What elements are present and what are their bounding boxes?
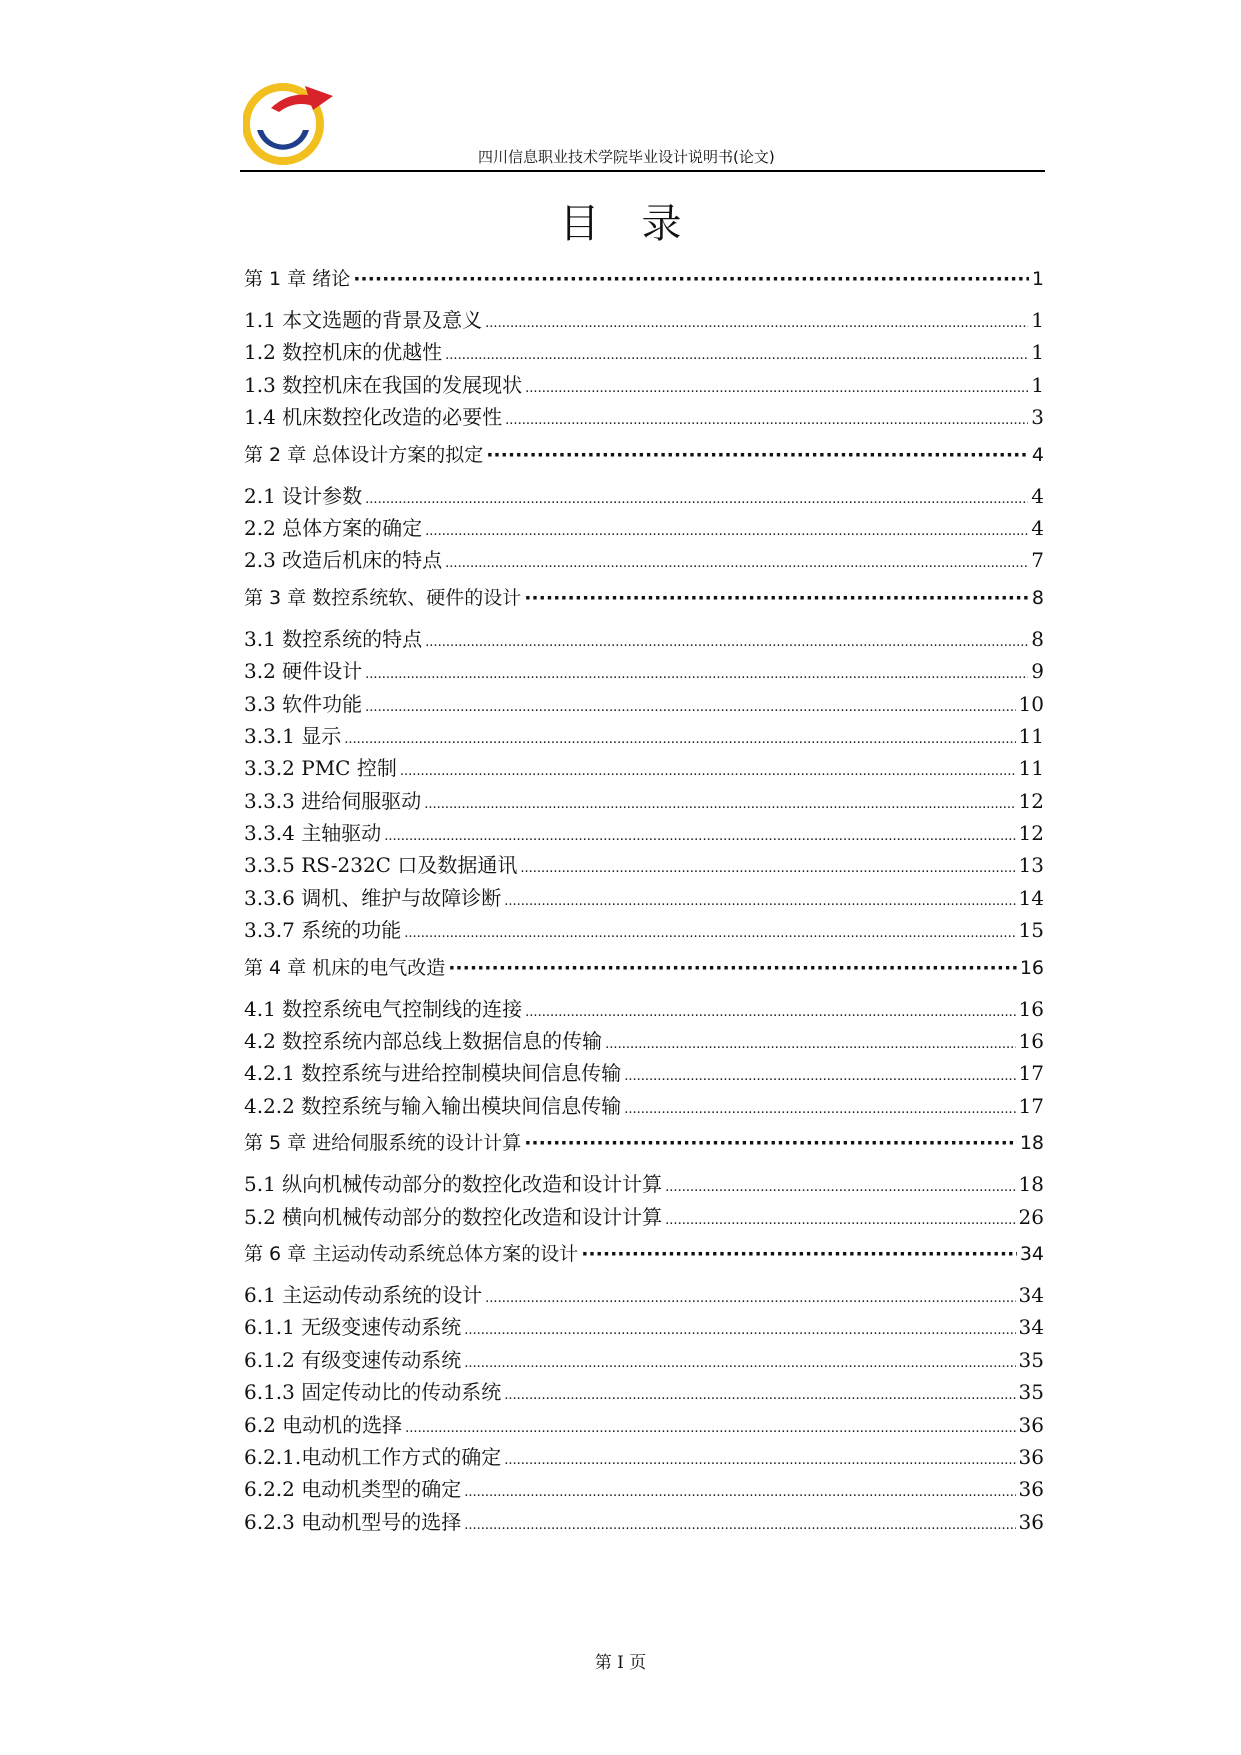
dot-leader (365, 700, 1015, 715)
toc-entry-page: 8 (1031, 626, 1044, 651)
dot-leader (486, 444, 1029, 466)
dot-leader (445, 556, 1028, 571)
toc-entry-page: 1 (1031, 308, 1044, 332)
toc-section-entry[interactable] (244, 849, 1044, 881)
toc-entry-page: 35 (1018, 1380, 1044, 1405)
toc-section-entry[interactable] (244, 1409, 1044, 1441)
toc-entry-label: 6.2.1.电动机工作方式的确定 (244, 1444, 502, 1469)
logo-year: ·1976· (273, 137, 293, 144)
toc-entry-label: 1.1 本文选题的背景及意义 (244, 308, 483, 332)
toc-entry-page: 1 (1031, 340, 1044, 365)
toc-entry-label: 第 5 章 进给伺服系统的设计计算 (244, 1132, 522, 1155)
toc-entry-label: 6.1 主运动传动系统的设计 (244, 1282, 483, 1307)
toc-entry-label: 3.3.3 进给伺服驱动 (244, 788, 422, 813)
toc-entry-page: 16 (1019, 956, 1044, 979)
toc-entry-label: 2.3 改造后机床的特点 (244, 548, 443, 573)
toc-section-entry[interactable] (244, 993, 1044, 1025)
toc-section-entry[interactable] (244, 1090, 1044, 1122)
toc-section-entry[interactable] (244, 401, 1044, 433)
dot-leader (504, 1388, 1015, 1403)
toc-section-entry[interactable] (244, 1506, 1044, 1538)
toc-section-entry[interactable] (244, 544, 1044, 576)
dot-leader (405, 1421, 1015, 1436)
toc-section-entry[interactable] (244, 1057, 1044, 1089)
dot-leader (464, 1323, 1015, 1338)
toc-section-entry[interactable] (244, 512, 1044, 544)
dot-leader (445, 348, 1028, 363)
toc-entry-page: 16 (1018, 1029, 1044, 1054)
toc-entry-page: 36 (1018, 1477, 1044, 1502)
toc-section-entry[interactable] (244, 1201, 1044, 1233)
toc-entry-page: 4 (1031, 443, 1044, 466)
toc-entry-page: 3 (1031, 405, 1044, 430)
toc-entry-label: 2.1 设计参数 (244, 483, 363, 508)
toc-entry-page: 34 (1018, 1282, 1044, 1307)
toc-chapter-entry[interactable] (244, 583, 1044, 615)
toc-entry-label: 第 3 章 数控系统软、硬件的设计 (244, 586, 522, 609)
toc-entry-label: 3.3.1 显示 (244, 723, 342, 748)
dot-leader (525, 1005, 1015, 1020)
toc-entry-page: 36 (1018, 1509, 1044, 1534)
dot-leader (605, 1037, 1015, 1052)
toc-entry-label: 1.3 数控机床在我国的发展现状 (244, 372, 523, 397)
toc-entry-page: 18 (1019, 1132, 1044, 1155)
toc-entry-label: 3.3.5 RS-232C 口及数据通讯 (244, 853, 518, 878)
toc-section-entry[interactable] (244, 1441, 1044, 1473)
toc-entry-page: 7 (1031, 548, 1044, 573)
toc-entry-label: 4.2.1 数控系统与进给控制模块间信息传输 (244, 1061, 622, 1086)
toc-entry-page: 36 (1018, 1412, 1044, 1437)
toc-entry-page: 14 (1018, 885, 1044, 910)
toc-entry-label: 3.3.7 系统的功能 (244, 918, 402, 943)
toc-entry-page: 17 (1018, 1093, 1044, 1118)
toc-section-entry[interactable] (244, 1376, 1044, 1408)
dot-leader (665, 1213, 1015, 1228)
dot-leader (464, 1518, 1015, 1533)
toc-section-entry[interactable] (244, 1279, 1044, 1311)
toc-chapter-entry[interactable] (244, 440, 1044, 472)
toc-entry-label: 3.3.6 调机、维护与故障诊断 (244, 885, 502, 910)
toc-entry-label: 6.2.3 电动机型号的选择 (244, 1509, 462, 1534)
toc-section-entry[interactable] (244, 369, 1044, 401)
toc-chapter-entry[interactable] (244, 1128, 1044, 1160)
dot-leader (424, 797, 1015, 812)
toc-section-entry[interactable] (244, 1168, 1044, 1200)
dot-leader (525, 381, 1028, 396)
toc-entry-label: 第 2 章 总体设计方案的拟定 (244, 443, 484, 466)
toc-entry-label: 4.2 数控系统内部总线上数据信息的传输 (244, 1029, 603, 1054)
toc-entry-label: 6.2 电动机的选择 (244, 1412, 403, 1437)
toc-section-entry[interactable] (244, 1025, 1044, 1057)
dot-leader (365, 492, 1028, 507)
toc-section-entry[interactable] (244, 655, 1044, 687)
college-logo (243, 78, 343, 168)
toc-section-entry[interactable] (244, 1473, 1044, 1505)
toc-entry-label: 3.3 软件功能 (244, 691, 363, 716)
toc-section-entry[interactable] (244, 914, 1044, 946)
toc-entry-page: 12 (1018, 821, 1044, 846)
header-title: 四川信息职业技术学院毕业设计说明书(论文) (478, 148, 775, 166)
dot-leader (448, 957, 1017, 979)
dot-leader (384, 829, 1015, 844)
toc-entry-page: 12 (1018, 788, 1044, 813)
dot-leader (504, 1453, 1015, 1468)
toc-entry-page: 13 (1018, 853, 1044, 878)
dot-leader (504, 894, 1015, 909)
dot-leader (581, 1243, 1017, 1265)
toc-entry-page: 34 (1019, 1242, 1044, 1265)
toc-entry-page: 35 (1018, 1347, 1044, 1372)
dot-leader (524, 1132, 1017, 1154)
dot-leader (344, 732, 1015, 747)
toc-entry-label: 6.1.1 无级变速传动系统 (244, 1315, 462, 1340)
toc-entry-label: 3.3.4 主轴驱动 (244, 821, 382, 846)
toc-entry-page: 1 (1031, 372, 1044, 397)
dot-leader (485, 1291, 1015, 1306)
toc-entry-label: 6.2.2 电动机类型的确定 (244, 1477, 462, 1502)
toc-entry-page: 4 (1031, 515, 1044, 540)
dot-leader (464, 1485, 1015, 1500)
toc-chapter-entry[interactable] (244, 953, 1044, 985)
dot-leader (524, 587, 1029, 609)
toc-entry-page: 17 (1018, 1061, 1044, 1086)
toc-entry-page: 16 (1018, 996, 1044, 1021)
toc-entry-label: 2.2 总体方案的确定 (244, 515, 423, 540)
toc-entry-page: 11 (1018, 756, 1044, 781)
toc-section-entry[interactable] (244, 752, 1044, 784)
toc-section-entry[interactable] (244, 720, 1044, 752)
toc-entry-label: 1.4 机床数控化改造的必要性 (244, 405, 503, 430)
toc-section-entry[interactable] (244, 882, 1044, 914)
toc-chapter-entry[interactable] (244, 264, 1044, 296)
toc-entry-page: 18 (1018, 1172, 1044, 1197)
toc-entry-label: 5.1 纵向机械传动部分的数控化改造和设计计算 (244, 1172, 663, 1197)
dot-leader (425, 635, 1028, 650)
toc-section-entry[interactable] (244, 480, 1044, 512)
toc-section-entry[interactable] (244, 623, 1044, 655)
dot-leader (624, 1069, 1015, 1084)
toc-entry-label: 5.2 横向机械传动部分的数控化改造和设计计算 (244, 1204, 663, 1229)
dot-leader (520, 861, 1015, 876)
toc-title: 目录 (559, 201, 724, 247)
toc-entry-page: 8 (1031, 586, 1044, 609)
page-number: 第 I 页 (594, 1653, 647, 1673)
toc-section-entry[interactable] (244, 304, 1044, 336)
dot-leader (353, 268, 1029, 290)
toc-section-entry[interactable] (244, 817, 1044, 849)
toc-entry-label: 6.1.3 固定传动比的传动系统 (244, 1380, 502, 1405)
toc-section-entry[interactable] (244, 785, 1044, 817)
toc-entry-label: 4.2.2 数控系统与输入输出模块间信息传输 (244, 1093, 622, 1118)
toc-entry-label: 3.1 数控系统的特点 (244, 626, 423, 651)
toc-entry-label: 4.1 数控系统电气控制线的连接 (244, 996, 523, 1021)
toc-entry-label: 第 4 章 机床的电气改造 (244, 956, 446, 979)
toc-chapter-entry[interactable] (244, 1239, 1044, 1271)
toc-entry-page: 4 (1031, 483, 1044, 508)
toc-entry-label: 第 6 章 主运动传动系统总体方案的设计 (244, 1242, 579, 1265)
toc-entry-page: 34 (1018, 1315, 1044, 1340)
dot-leader (665, 1180, 1015, 1195)
toc-entry-page: 36 (1018, 1444, 1044, 1469)
dot-leader (485, 316, 1028, 331)
toc-section-entry[interactable] (244, 336, 1044, 368)
dot-leader (624, 1102, 1015, 1117)
dot-leader (404, 926, 1015, 941)
toc-entry-label: 1.2 数控机床的优越性 (244, 340, 443, 365)
dot-leader (464, 1356, 1015, 1371)
toc-section-entry[interactable] (244, 688, 1044, 720)
header-divider (240, 170, 1045, 172)
toc-entry-label: 6.1.2 有级变速传动系统 (244, 1347, 462, 1372)
toc-entry-page: 26 (1018, 1204, 1044, 1229)
dot-leader (505, 413, 1028, 428)
toc-entry-page: 15 (1018, 918, 1044, 943)
toc-section-entry[interactable] (244, 1311, 1044, 1343)
toc-entry-label: 3.2 硬件设计 (244, 659, 363, 684)
dot-leader (400, 764, 1016, 779)
toc-entry-page: 9 (1031, 659, 1044, 684)
dot-leader (365, 667, 1028, 682)
toc-entry-page: 10 (1018, 691, 1044, 716)
table-of-contents (244, 258, 1044, 1538)
toc-entry-page: 1 (1031, 268, 1044, 290)
toc-entry-label: 3.3.2 PMC 控制 (244, 756, 397, 781)
toc-entry-page: 11 (1018, 723, 1044, 748)
toc-section-entry[interactable] (244, 1344, 1044, 1376)
logo-text: SCITC (266, 123, 300, 134)
toc-entry-label: 第 1 章 绪论 (244, 268, 351, 290)
dot-leader (425, 524, 1028, 539)
